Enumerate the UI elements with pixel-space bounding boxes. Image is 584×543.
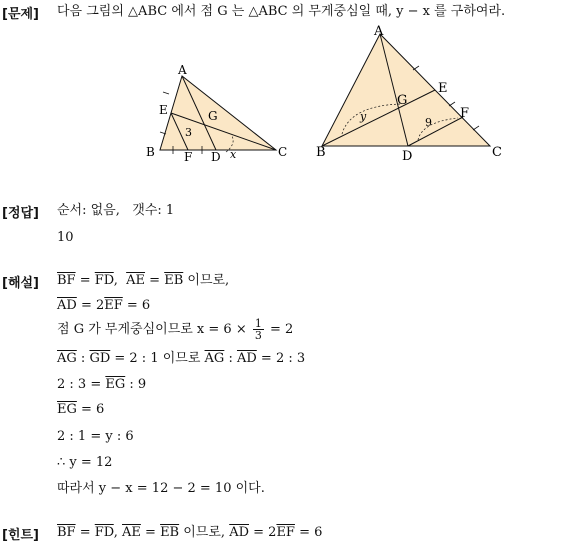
explanation-line-8: ∴ y = 12	[57, 455, 113, 470]
explanation-label: [해설]	[2, 276, 39, 291]
triangle-figure-left	[140, 56, 300, 168]
triangle-figure-right	[312, 22, 508, 166]
answer-line-2: 10	[57, 230, 74, 245]
explanation-line-1: $\overline{BF} = \overline{FD}$, $\overline{AE} = \overline{EB}$ 이므로,	[57, 273, 230, 288]
triangle-abc-right	[322, 34, 490, 146]
left-var-x: x	[230, 148, 237, 161]
right-vertex-e: E	[438, 81, 448, 96]
answer-line-1: 순서: 없음, 갯수: 1	[57, 203, 175, 218]
explanation-line-2: $\overline{AD} = 2\overline{EF} = 6$	[57, 298, 151, 313]
fraction-one-third: $\frac{1}{3}$	[254, 317, 262, 342]
left-length-3: 3	[185, 126, 192, 139]
right-length-9: 9	[425, 116, 432, 129]
hint-text: $\overline{BF} = \overline{FD}$, $\overline{AE} = \overline{EB}$ 이므로, $\overline{AD} = 2\overline{EF} = 6$	[57, 525, 323, 540]
left-vertex-f: F	[184, 150, 193, 164]
left-vertex-b: B	[146, 145, 155, 159]
left-vertex-c: C	[278, 145, 288, 159]
right-vertex-f: F	[460, 106, 470, 121]
left-vertex-e: E	[159, 103, 168, 117]
right-vertex-g: G	[397, 93, 408, 108]
problem-label: [문제]	[2, 7, 39, 22]
left-vertex-g: G	[208, 109, 218, 123]
answer-label: [정답]	[2, 206, 39, 221]
right-vertex-d: D	[402, 149, 413, 164]
hint-label: [힌트]	[2, 528, 39, 543]
problem-text: 다음 그림의 △ABC 에서 점 G 는 △ABC 의 무게중심일 때, y − x 를 구하여라.	[57, 4, 506, 19]
left-vertex-a: A	[178, 63, 187, 77]
explanation-line-6: $\overline{EG} = 6$	[57, 402, 105, 417]
right-vertex-a: A	[374, 24, 384, 39]
right-vertex-b: B	[316, 145, 326, 160]
right-var-y: y	[360, 110, 367, 123]
left-vertex-d: D	[211, 150, 221, 164]
triangle-abc-left	[160, 76, 276, 150]
explanation-line-9: 따라서 y − x = 12 − 2 = 10 이다.	[57, 481, 265, 496]
explanation-line-5: 2 : $3 = \overline{EG}$ : 9	[57, 377, 147, 392]
right-vertex-c: C	[492, 145, 502, 160]
explanation-line-3: 점 G 가 무게중심이므로 x = 6 × $\frac{1}{3}$ = 2	[57, 317, 294, 342]
explanation-line-4: $\overline{AG}$ : $\overline{GD} = 2$ : 1 이므로 $\overline{AG}$ : $\overline{AD} = 2$ : 3	[57, 351, 306, 366]
explanation-line-7: 2 : 1 = y : 6	[57, 429, 134, 444]
